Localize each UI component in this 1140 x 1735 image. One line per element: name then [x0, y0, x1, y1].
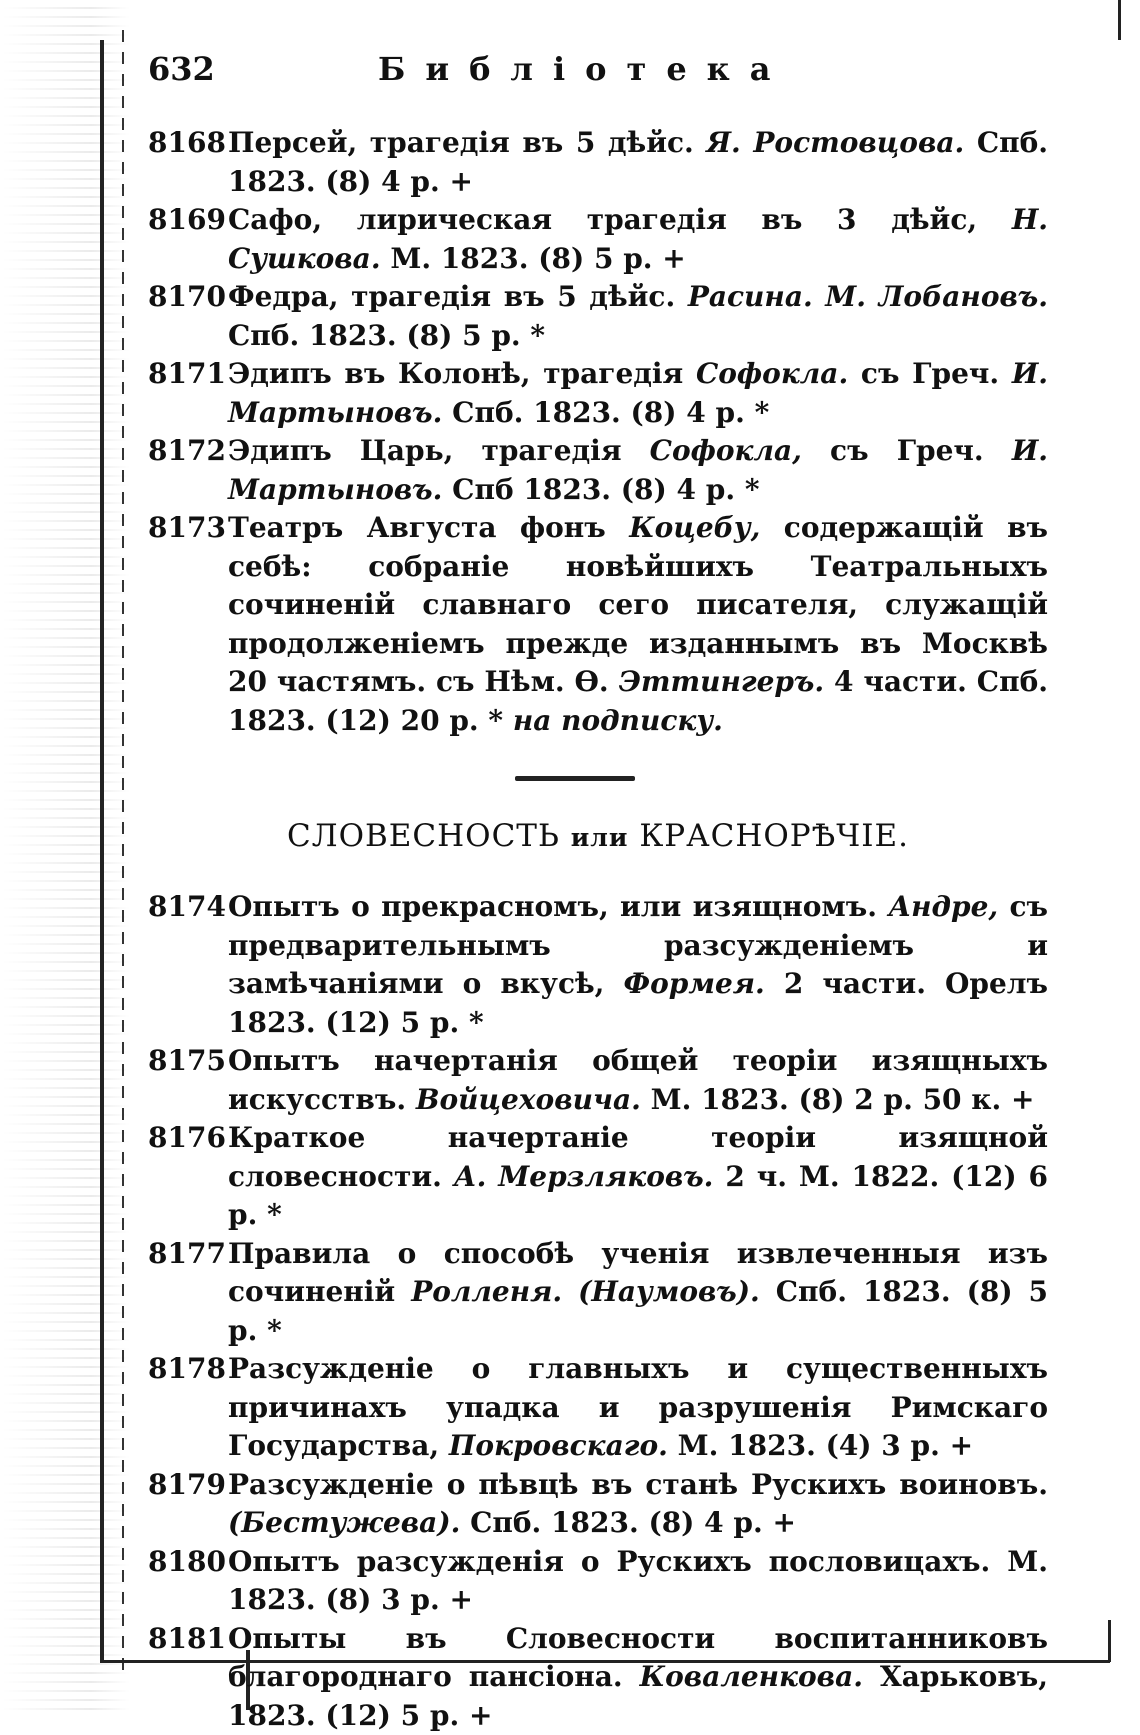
- catalog-entries-drama: [148, 124, 1048, 740]
- entry-title: Опыты въ Словесности воспитанниковъ благороднаго пансіона.: [228, 1622, 1048, 1694]
- catalog-entries-rhetoric: [148, 888, 1048, 1735]
- entry-title: Опытъ о прекрасномъ, или изящномъ.: [228, 890, 877, 923]
- page-number: 632: [148, 50, 215, 88]
- entry-imprint: М. 1823. (8) 5 р. +: [390, 242, 685, 275]
- entry-number: 8176: [148, 1119, 228, 1158]
- entry-author: Софокла.: [696, 357, 848, 390]
- catalog-entry: [148, 1235, 1048, 1351]
- catalog-entry: [148, 509, 1048, 740]
- entry-title: Федра, трагедія въ 5 дѣйс.: [228, 280, 675, 313]
- entry-author: Софокла,: [650, 434, 802, 467]
- entry-author: Я. Ростовцова.: [706, 126, 964, 159]
- entry-title: Персей, трагедія въ 5 дѣйс.: [228, 126, 694, 159]
- entry-number: 8173: [148, 509, 228, 548]
- section-divider: [515, 776, 635, 781]
- catalog-entry: [148, 888, 1048, 1042]
- entry-author: Ролленя. (Наумовъ).: [411, 1275, 760, 1308]
- entry-author: Расина. М. Лобановъ.: [688, 280, 1048, 313]
- entry-author: Коцебу,: [629, 511, 760, 544]
- scan-margin-shadow: [0, 0, 130, 1712]
- entry-translator: И. Мартыновъ.: [228, 434, 1048, 506]
- entry-number: 8179: [148, 1466, 228, 1505]
- catalog-entry: [148, 1620, 1048, 1735]
- catalog-entry: [148, 1350, 1048, 1466]
- catalog-entry: [148, 124, 1048, 201]
- entry-number: 8177: [148, 1235, 228, 1274]
- catalog-entry: [148, 1119, 1048, 1235]
- section-heading-part2: КРАСНОРѢЧІЕ.: [639, 818, 909, 854]
- section-heading: [148, 818, 1048, 854]
- entry-author: (Бестужева).: [228, 1506, 460, 1539]
- entry-number: 8174: [148, 888, 228, 927]
- entry-number: 8180: [148, 1543, 228, 1582]
- entry-number: 8172: [148, 432, 228, 471]
- entry-author: Н. Сушкова.: [228, 203, 1048, 275]
- entry-description: содержащій въ себѣ: собраніе новѣйшихъ Театральныхъ сочиненій славнаго сего писателя, служащій продолженіемъ прежде изданнымъ въ Москвѣ 20 частямъ. съ Нѣм. Ѳ.: [228, 511, 1048, 698]
- entry-translator: Формея.: [624, 967, 765, 1000]
- entry-imprint: Спб. 1823. (8) 5 р. *: [228, 319, 545, 352]
- page-border-right: [1108, 1620, 1111, 1662]
- catalog-entry: [148, 278, 1048, 355]
- entry-title: Разсужденіе о главныхъ и существенныхъ причинахъ упадка и разрушенія Римскаго Государства,: [228, 1352, 1048, 1462]
- catalog-entry: [148, 1543, 1048, 1620]
- entry-author: Коваленкова.: [640, 1660, 863, 1693]
- page-header: [148, 50, 1068, 94]
- entry-imprint: Спб. 1823. (8) 4 р. +: [470, 1506, 796, 1539]
- entry-description: съ предварительнымъ разсужденіемъ и замѣчаніями о вкусѣ,: [228, 890, 1048, 1000]
- entry-imprint: Спб 1823. (8) 4 р. *: [452, 473, 759, 506]
- entry-imprint: М. 1823. (8) 3 р. +: [228, 1545, 1048, 1617]
- entry-author: А. Мерзляковъ.: [454, 1160, 714, 1193]
- section-heading-conjunction: или: [571, 823, 629, 852]
- entry-imprint: 4 части. Спб. 1823. (12) 20 р. *: [228, 665, 1048, 737]
- catalog-entry: [148, 432, 1048, 509]
- entry-title: Правила о способѣ ученія извлеченныя изъ сочиненій: [228, 1237, 1048, 1309]
- entry-imprint: Спб. 1823. (8) 5 р. *: [228, 1275, 1048, 1347]
- entry-imprint: М. 1823. (8) 2 р. 50 к. +: [651, 1083, 1035, 1116]
- entry-title: Разсужденіе о пѣвцѣ въ станѣ Рускихъ воиновъ.: [228, 1468, 1048, 1501]
- entry-imprint: Спб. 1823. (8) 4 р. +: [228, 126, 1048, 198]
- entry-number: 8181: [148, 1620, 228, 1659]
- entry-title: Эдипъ Царь, трагедія: [228, 434, 622, 467]
- scan-mark-top: [1118, 0, 1121, 40]
- entry-title: Краткое начертаніе теоріи изящной словесности.: [228, 1121, 1048, 1193]
- entry-imprint: 2 ч. М. 1822. (12) 6 р. *: [228, 1160, 1048, 1232]
- entry-number: 8178: [148, 1350, 228, 1389]
- section-heading-part1: СЛОВЕСНОСТЬ: [287, 818, 560, 854]
- entry-translator: И. Мартыновъ.: [228, 357, 1048, 429]
- entry-number: 8175: [148, 1042, 228, 1081]
- entry-title: Сафо, лирическая трагедія въ 3 дѣйс,: [228, 203, 977, 236]
- entry-number: 8168: [148, 124, 228, 163]
- entry-author: Войцеховича.: [416, 1083, 641, 1116]
- entry-number: 8169: [148, 201, 228, 240]
- entry-title: Опытъ разсужденія о Рускихъ пословицахъ.: [228, 1545, 990, 1578]
- catalog-entry: [148, 201, 1048, 278]
- entry-title: Опытъ начертанія общей теоріи изящныхъ искусствъ.: [228, 1044, 1048, 1116]
- entry-imprint: М. 1823. (4) 3 р. +: [678, 1429, 973, 1462]
- catalog-entry: [148, 1042, 1048, 1119]
- page-border-left-dashed: [122, 30, 124, 1670]
- entry-number: 8171: [148, 355, 228, 394]
- entry-title: Эдипъ въ Колонѣ, трагедія: [228, 357, 683, 390]
- entry-translator: Эттингеръ.: [619, 665, 825, 698]
- page-border-left: [100, 40, 104, 1660]
- entry-imprint: Спб. 1823. (8) 4 р. *: [452, 396, 769, 429]
- running-title: Библіотека: [378, 50, 791, 88]
- entry-author: Андре,: [888, 890, 998, 923]
- entry-number: 8170: [148, 278, 228, 317]
- entry-translation-note: съ Греч.: [861, 357, 999, 390]
- entry-author: Покровскаго.: [449, 1429, 668, 1462]
- catalog-entry: [148, 355, 1048, 432]
- entry-imprint: 2 части. Орелъ 1823. (12) 5 р. *: [228, 967, 1048, 1039]
- entry-subscription-note: на подписку.: [513, 704, 723, 737]
- entry-title: Театръ Августа фонъ: [228, 511, 606, 544]
- entry-imprint: Харьковъ, 1823. (12) 5 р. +: [228, 1660, 1048, 1732]
- catalog-entry: [148, 1466, 1048, 1543]
- entry-translation-note: съ Греч.: [830, 434, 984, 467]
